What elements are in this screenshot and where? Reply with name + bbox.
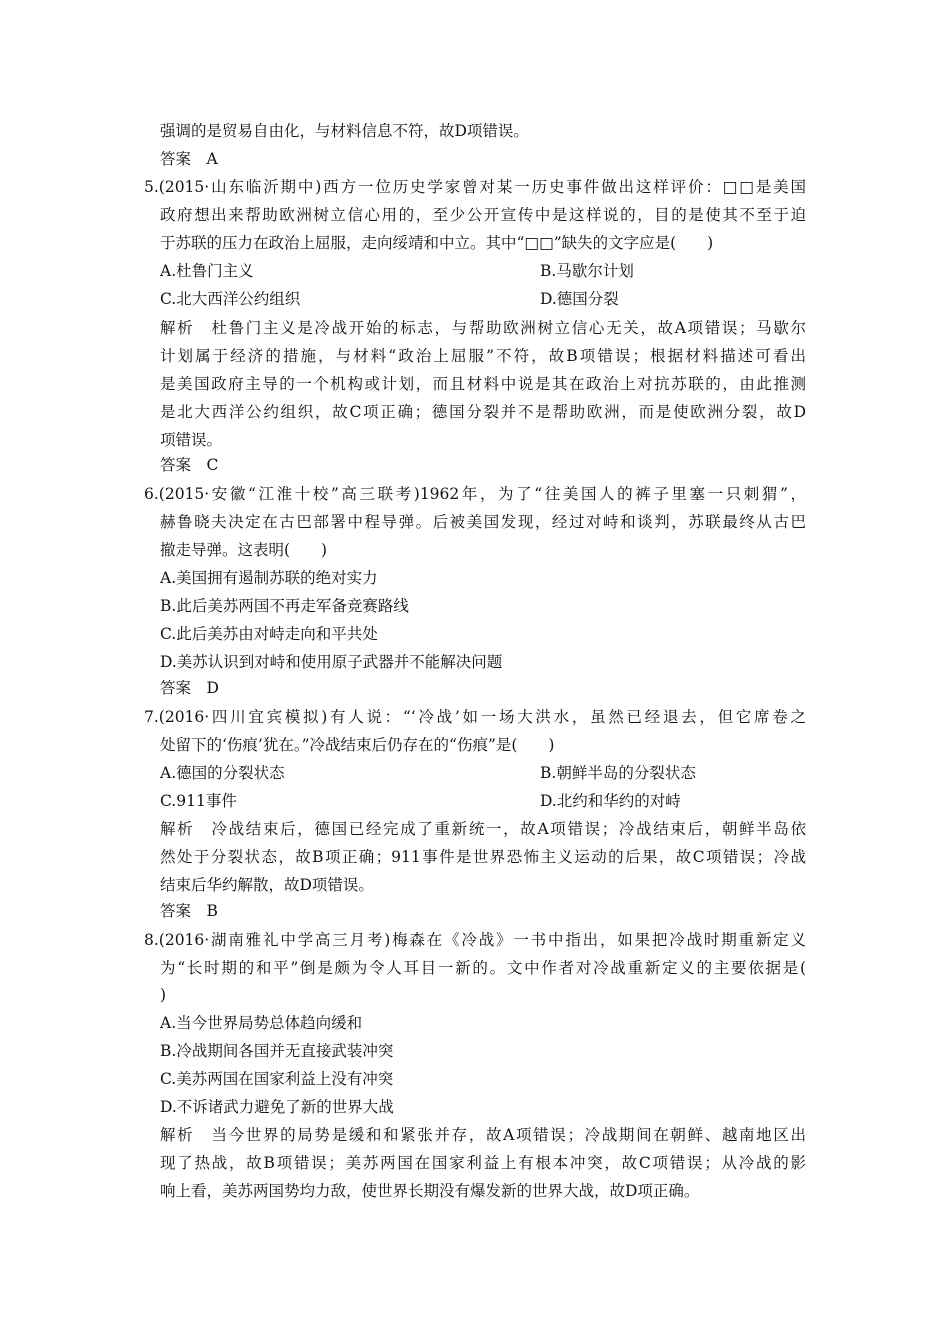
question-8-analysis-line-3: 响上看，美苏两国势均力敌，使世界长期没有爆发新的世界大战，故D项正确。 [160, 1182, 700, 1200]
question-7-option-b: B.朝鲜半岛的分裂状态 [540, 764, 696, 782]
question-6-option-c: C.此后美苏由对峙走向和平共处 [160, 625, 378, 643]
question-8-option-a: A.当今世界局势总体趋向缓和 [160, 1014, 363, 1032]
question-5-analysis-line-3: 是美国政府主导的一个机构或计划，而且材料中说是其在政治上对抗苏联的，由此推测 [160, 375, 806, 393]
question-5-analysis-line-5: 项错误。 [160, 431, 223, 449]
question-7-stem-line-2: 处留下的‘伤痕’犹在。”冷战结束后仍存在的“伤痕”是( ) [160, 736, 555, 754]
question-5-analysis-line-4: 是北大西洋公约组织，故C项正确；德国分裂并不是帮助欧洲，而是使欧洲分裂，故D [160, 403, 806, 421]
question-8-stem-line-1: 8.(2016·湖南雅礼中学高三月考)梅森在《冷战》一书中指出，如果把冷战时期重新定义 [144, 931, 806, 949]
prev-analysis-tail: 强调的是贸易自由化，与材料信息不符，故D项错误。 [160, 122, 529, 140]
question-7-analysis-line-1: 解析 冷战结束后，德国已经完成了重新统一，故A项错误；冷战结束后，朝鲜半岛依 [160, 820, 806, 838]
question-5-analysis-line-2: 计划属于经济的措施，与材料“政治上屈服”不符，故B项错误；根据材料描述可看出 [160, 347, 806, 365]
question-5-stem-line-2: 政府想出来帮助欧洲树立信心用的，至少公开宣传中是这样说的，目的是使其不至于迫 [160, 206, 806, 224]
question-8-stem-line-3: ) [160, 986, 167, 1004]
question-5-option-b: B.马歇尔计划 [540, 262, 634, 280]
question-6-stem-line-1: 6.(2015·安徽“江淮十校”高三联考)1962年，为了“往美国人的裤子里塞一只刺猬”， [144, 485, 806, 503]
question-7-analysis-line-2: 然处于分裂状态，故B项正确；911事件是世界恐怖主义运动的后果，故C项错误；冷战 [160, 848, 806, 866]
prev-answer: 答案 A [160, 150, 218, 168]
question-7-stem-line-1: 7.(2016·四川宜宾模拟)有人说：“‘冷战’如一场大洪水，虽然已经退去，但它席卷之 [144, 708, 806, 726]
question-7-answer: 答案 B [160, 902, 218, 920]
question-6-answer: 答案 D [160, 679, 219, 697]
question-8-analysis-line-1: 解析 当今世界的局势是缓和和紧张并存，故A项错误；冷战期间在朝鲜、越南地区出 [160, 1126, 806, 1144]
question-6-stem-line-3: 撤走导弹。这表明( ) [160, 541, 328, 559]
question-8-option-c: C.美苏两国在国家利益上没有冲突 [160, 1070, 394, 1088]
question-6-option-b: B.此后美苏两国不再走军备竞赛路线 [160, 597, 409, 615]
question-6-option-a: A.美国拥有遏制苏联的绝对实力 [160, 569, 378, 587]
question-8-option-d: D.不诉诸武力避免了新的世界大战 [160, 1098, 394, 1116]
question-5-stem-line-1: 5.(2015·山东临沂期中)西方一位历史学家曾对某一历史事件做出这样评价：□□是美国 [144, 178, 806, 196]
question-5-option-a: A.杜鲁门主义 [160, 262, 254, 280]
question-5-analysis-line-1: 解析 杜鲁门主义是冷战开始的标志，与帮助欧洲树立信心无关，故A项错误；马歇尔 [160, 319, 806, 337]
question-5-answer: 答案 C [160, 456, 219, 474]
question-7-option-d: D.北约和华约的对峙 [540, 792, 681, 810]
question-5-option-c: C.北大西洋公约组织 [160, 290, 301, 308]
question-8-option-b: B.冷战期间各国并无直接武装冲突 [160, 1042, 394, 1060]
question-7-analysis-line-3: 结束后华约解散，故D项错误。 [160, 876, 374, 894]
question-7-option-c: C.911事件 [160, 792, 237, 810]
question-6-stem-line-2: 赫鲁晓夫决定在古巴部署中程导弹。后被美国发现，经过对峙和谈判，苏联最终从古巴 [160, 513, 806, 531]
question-5-stem-line-3: 于苏联的压力在政治上屈服，走向绥靖和中立。其中“□□”缺失的文字应是( ) [160, 234, 714, 252]
question-8-stem-line-2: 为“长时期的和平”倒是颇为令人耳目一新的。文中作者对冷战重新定义的主要依据是( [160, 959, 806, 977]
question-6-option-d: D.美苏认识到对峙和使用原子武器并不能解决问题 [160, 653, 503, 671]
question-7-option-a: A.德国的分裂状态 [160, 764, 285, 782]
question-8-analysis-line-2: 现了热战，故B项错误；美苏两国在国家利益上有根本冲突，故C项错误；从冷战的影 [160, 1154, 806, 1172]
question-5-option-d: D.德国分裂 [540, 290, 619, 308]
